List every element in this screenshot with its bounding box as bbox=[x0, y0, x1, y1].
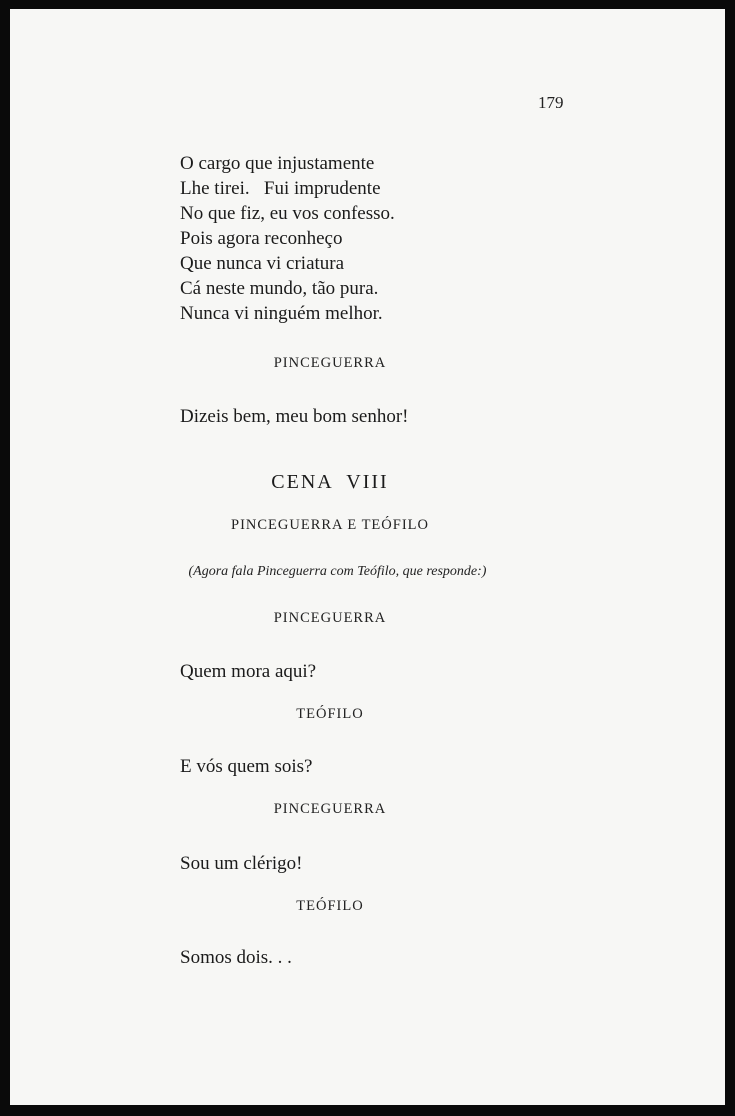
verse-line: Pois agora reconheço bbox=[180, 228, 343, 249]
stage-direction: (Agora fala Pinceguerra com Teófilo, que responde:) bbox=[188, 564, 487, 579]
verse-stanza bbox=[180, 151, 395, 326]
speaker-name: PINCEGUERRA bbox=[273, 610, 387, 626]
verse-line: O cargo que injustamente bbox=[180, 153, 375, 174]
dialogue-line: Quem mora aqui? bbox=[180, 661, 317, 682]
dialogue-line: Somos dois. . . bbox=[180, 947, 292, 968]
verse-line: Cá neste mundo, tão pura. bbox=[180, 278, 379, 299]
verse-line: No que fiz, eu vos confesso. bbox=[180, 203, 395, 224]
dialogue-line: Dizeis bem, meu bom senhor! bbox=[180, 406, 409, 427]
verse-line: Que nunca vi criatura bbox=[180, 253, 345, 274]
speaker-name: PINCEGUERRA bbox=[273, 801, 387, 817]
scene-title: CENA VIII bbox=[271, 471, 389, 493]
dialogue-line: E vós quem sois? bbox=[180, 756, 313, 777]
verse-line: Lhe tirei. Fui imprudente bbox=[180, 178, 381, 199]
speaker-name: TEÓFILO bbox=[296, 898, 364, 914]
speaker-name: TEÓFILO bbox=[296, 706, 364, 722]
speaker-name: PINCEGUERRA bbox=[273, 355, 387, 371]
dialogue-line: Sou um clérigo! bbox=[180, 853, 303, 874]
verse-line: Nunca vi ninguém melhor. bbox=[180, 303, 383, 324]
scene-characters: PINCEGUERRA E TEÓFILO bbox=[231, 517, 429, 533]
book-page bbox=[10, 9, 725, 1105]
page-number: 179 bbox=[538, 93, 564, 112]
